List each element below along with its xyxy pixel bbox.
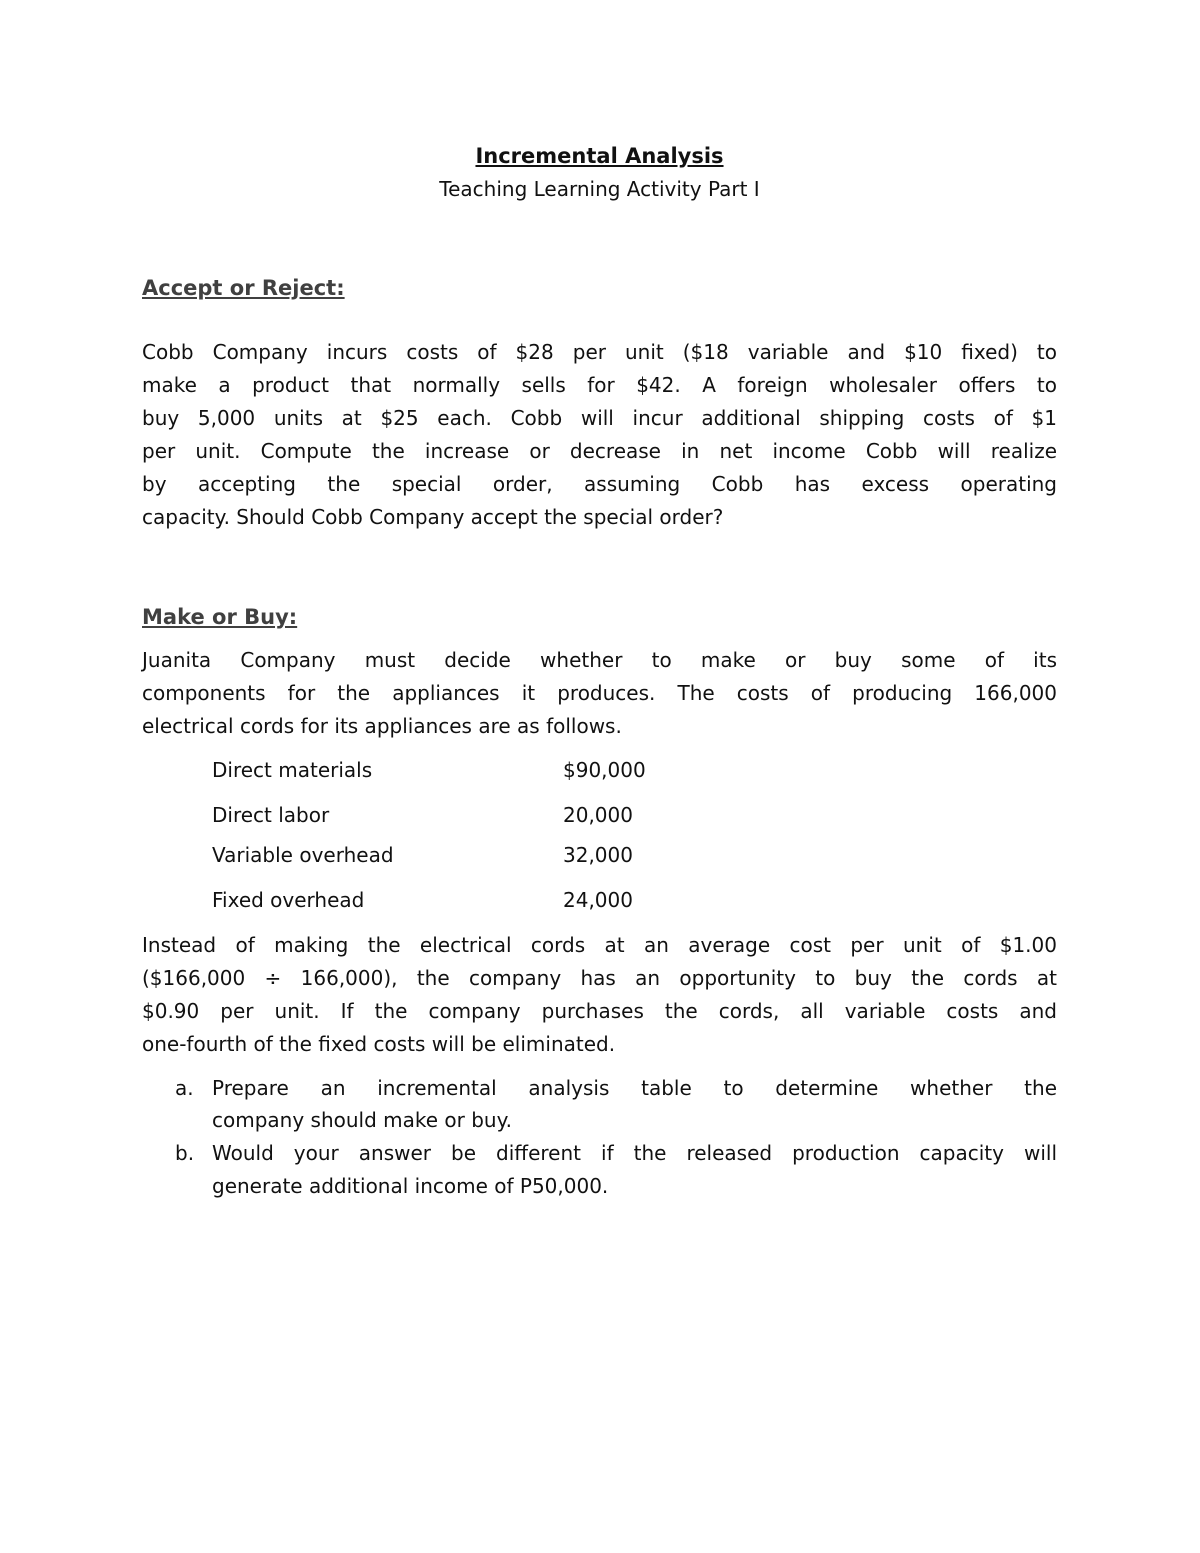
make-buy-body	[142, 929, 1057, 1061]
text-line: $0.90 per unit. If the company purchases the cords, all variable costs and	[142, 999, 1057, 1023]
cost-label: Fixed overhead	[212, 888, 365, 912]
text-line: Cobb Company incurs costs of $28 per unit ($18 variable and $10 fixed) to	[142, 340, 1057, 364]
text-line: buy 5,000 units at $25 each. Cobb will incur additional shipping costs of $1	[142, 406, 1057, 430]
document-title: Incremental Analysis	[475, 144, 724, 168]
section-heading-make-buy: Make or Buy:	[142, 605, 298, 629]
document-subtitle: Teaching Learning Activity Part I	[439, 177, 760, 201]
cost-label: Direct labor	[212, 803, 330, 827]
text-line: ($166,000 ÷ 166,000), the company has an opportunity to buy the cords at	[142, 966, 1057, 990]
list-marker: a.	[175, 1076, 194, 1100]
text-line: one-fourth of the fixed costs will be eliminated.	[142, 1032, 616, 1056]
make-buy-intro	[142, 644, 1057, 743]
section-heading-accept-reject: Accept or Reject:	[142, 276, 345, 300]
text-line: make a product that normally sells for $42. A foreign wholesaler offers to	[142, 373, 1057, 397]
text-line: generate additional income of P50,000.	[212, 1174, 609, 1198]
question-a	[142, 1072, 1057, 1137]
cost-row	[212, 799, 712, 832]
text-line: company should make or buy.	[212, 1108, 512, 1132]
text-line: Instead of making the electrical cords at an average cost per unit of $1.00	[142, 933, 1057, 957]
accept-reject-paragraph	[142, 336, 1057, 534]
text-line: Prepare an incremental analysis table to determine whether the	[212, 1076, 1057, 1100]
text-line: Would your answer be different if the released production capacity will	[212, 1141, 1057, 1165]
cost-value: 20,000	[563, 803, 633, 827]
text-line: by accepting the special order, assuming Cobb has excess operating	[142, 472, 1057, 496]
cost-value: 32,000	[563, 843, 633, 867]
cost-label: Direct materials	[212, 758, 373, 782]
question-b	[142, 1137, 1057, 1203]
cost-value: 24,000	[563, 888, 633, 912]
cost-row	[212, 839, 712, 872]
cost-label: Variable overhead	[212, 843, 394, 867]
text-line: electrical cords for its appliances are as follows.	[142, 714, 622, 738]
cost-value: $90,000	[563, 758, 646, 782]
cost-row	[212, 754, 712, 787]
text-line: components for the appliances it produces. The costs of producing 166,000	[142, 681, 1057, 705]
list-marker: b.	[175, 1141, 195, 1165]
text-line: Juanita Company must decide whether to make or buy some of its	[142, 648, 1057, 672]
cost-row	[212, 884, 712, 917]
text-line: per unit. Compute the increase or decrease in net income Cobb will realize	[142, 439, 1057, 463]
text-line: capacity. Should Cobb Company accept the special order?	[142, 505, 724, 529]
